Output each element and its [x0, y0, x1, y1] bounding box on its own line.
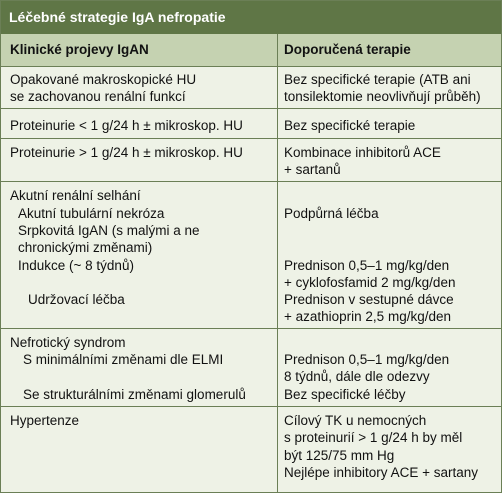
row2-right-1: Bez specifické terapie	[284, 118, 416, 133]
row6-right-3: být 125/75 mm Hg	[284, 448, 395, 463]
row6-left-1: Hypertenze	[10, 413, 80, 428]
row-separator	[1, 181, 501, 182]
header-therapy: Doporučená terapie	[284, 42, 411, 57]
row1-left-1: Opakované makroskopické HU	[10, 72, 197, 87]
row6-right-4: Nejlépe inhibitory ACE + sartany	[284, 465, 478, 480]
row-separator	[1, 138, 501, 139]
row4-right-3: + cyklofosfamid 2 mg/kg/den	[284, 275, 456, 290]
row5-left-3: Se strukturálními změnami glomerulů	[23, 387, 246, 402]
row6-right-2: s proteinurií > 1 g/24 h by měl	[284, 430, 463, 445]
row5-left-1: Nefrotický syndrom	[10, 335, 126, 350]
row1-right-1: Bez specifické terapie (ATB ani	[284, 72, 471, 87]
row5-right-1: Prednison 0,5–1 mg/kg/den	[284, 352, 450, 367]
row5-right-3: Bez specifické léčby	[284, 387, 406, 402]
row4-left-3: Srpkovitá IgAN (s malými a ne	[18, 223, 200, 238]
row4-left-6: Udržovací léčba	[28, 292, 125, 307]
row6-right-1: Cílový TK u nemocných	[284, 413, 427, 428]
table-title: Léčebné strategie IgA nefropatie	[1, 1, 501, 34]
row5-left-2: S minimálními změnami dle ELMI	[23, 352, 224, 367]
row4-left-4: chronickými změnami)	[18, 240, 153, 255]
row3-right-1: Kombinace inhibitorů ACE	[284, 145, 441, 160]
row3-left-1: Proteinurie > 1 g/24 h ± mikroskop. HU	[10, 145, 243, 160]
row2-left-1: Proteinurie < 1 g/24 h ± mikroskop. HU	[10, 118, 243, 133]
row-separator	[1, 328, 501, 329]
header-clinical: Klinické projevy IgAN	[10, 42, 149, 57]
row3-right-2: + sartanů	[284, 162, 341, 177]
row4-right-1: Podpůrná léčba	[284, 206, 379, 221]
row1-left-2: se zachovanou renální funkcí	[10, 89, 186, 104]
table-header-row	[1, 34, 501, 67]
row4-left-1: Akutní renální selhání	[10, 188, 141, 203]
row4-right-2: Prednison 0,5–1 mg/kg/den	[284, 258, 450, 273]
row-separator	[1, 108, 501, 109]
row-separator	[1, 406, 501, 407]
row1-right-2: tonsilektomie neovlivňují průběh)	[284, 89, 481, 104]
row4-right-4: Prednison v sestupné dávce	[284, 292, 454, 307]
row5-right-2: 8 týdnů, dále dle odezvy	[284, 369, 430, 384]
row4-left-2: Akutní tubulární nekróza	[18, 206, 165, 221]
row4-right-5: + azathioprin 2,5 mg/kg/den	[284, 309, 451, 324]
column-divider	[277, 34, 278, 492]
row4-left-5: Indukce (~ 8 týdnů)	[18, 258, 134, 273]
